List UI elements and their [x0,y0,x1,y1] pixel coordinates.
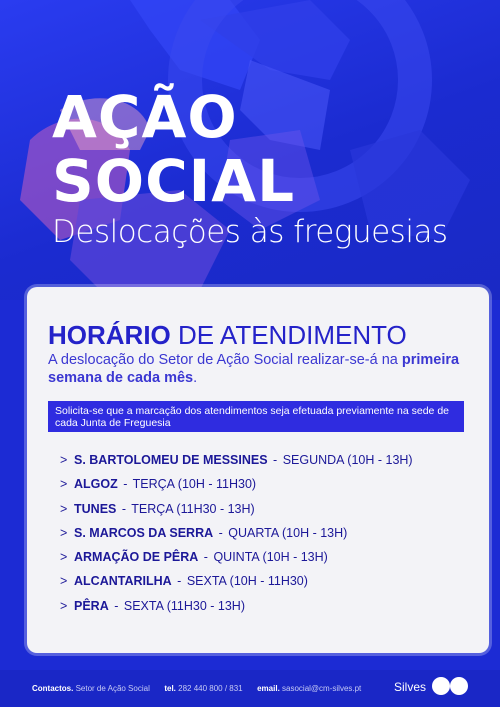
schedule-place: ALGOZ [74,477,118,492]
schedule-item [60,477,413,501]
silves-logo [382,672,468,702]
chevron-right-icon: > [60,501,68,516]
tel-value[interactable]: 282 440 800 / 831 [178,684,243,693]
schedule-item [60,599,413,623]
hero-title-line1: AÇÃO [52,83,238,151]
schedule-separator: - [123,477,128,492]
tel-label: tel. [164,684,176,693]
schedule-place: S. MARCOS DA SERRA [74,525,214,540]
intro-bold: primeira semana de cada mês [48,352,460,386]
appointment-notice: Solicita-se que a marcação dos atendimentos seja efetuada previamente na sede de cada Junta de Freguesia [48,401,464,432]
schedule-time: TERÇA (11H30 - 13H) [131,501,255,516]
schedule-place: TUNES [74,501,117,516]
contacts-label: Contactos. [32,684,74,693]
schedule-item [60,526,413,550]
schedule-card [27,287,489,653]
schedule-place: PÊRA [74,598,109,613]
schedule-separator: - [177,574,182,589]
hero-subtitle: Deslocações às freguesias [52,214,448,250]
schedule-item [60,502,413,526]
schedule-time: SEXTA (11H30 - 13H) [123,598,245,613]
schedule-separator: - [114,598,119,613]
contacts-value: Setor de Ação Social [75,684,150,693]
chevron-right-icon: > [60,550,68,565]
chevron-right-icon: > [60,453,68,467]
hero-banner [0,0,500,300]
hero-title-line2: SOCIAL [52,147,296,215]
schedule-time: QUINTA (10H - 13H) [213,550,328,565]
schedule-title-bold: HORÁRIO [48,320,171,350]
chevron-right-icon: > [60,477,68,492]
schedule-title [48,320,407,351]
chevron-right-icon: > [60,525,68,540]
schedule-time: SEXTA (10H - 11H30) [186,574,308,589]
schedule-time: QUARTA (10H - 13H) [228,525,348,540]
intro-end: . [193,370,198,386]
schedule-separator: - [203,550,208,565]
chevron-right-icon: > [60,598,68,613]
municipal-crest-icon [450,677,468,695]
schedule-separator: - [218,525,223,540]
schedule-separator: - [273,453,278,467]
schedule-item [60,550,413,574]
schedule-time: SEGUNDA (10H - 13H) [282,453,413,467]
schedule-place: ALCANTARILHA [74,574,172,589]
chevron-right-icon: > [60,574,68,589]
logo-text: Silves [394,680,427,694]
schedule-time: TERÇA (10H - 11H30) [132,477,257,492]
schedule-item [60,574,413,598]
footer-contacts [32,684,361,693]
schedule-item [60,453,413,477]
schedule-place: ARMAÇÃO DE PÊRA [74,550,199,565]
intro-main: A deslocação do Setor de Ação Social realizar-se-á na [48,352,402,368]
email-label: email. [257,684,280,693]
schedule-title-rest: DE ATENDIMENTO [170,320,407,350]
email-value[interactable]: sasocial@cm-silves.pt [282,684,362,693]
intro-text [48,351,478,387]
schedule-list [60,453,413,623]
schedule-place: S. BARTOLOMEU DE MESSINES [74,453,268,467]
smile-icon [432,677,450,695]
schedule-separator: - [121,501,127,516]
